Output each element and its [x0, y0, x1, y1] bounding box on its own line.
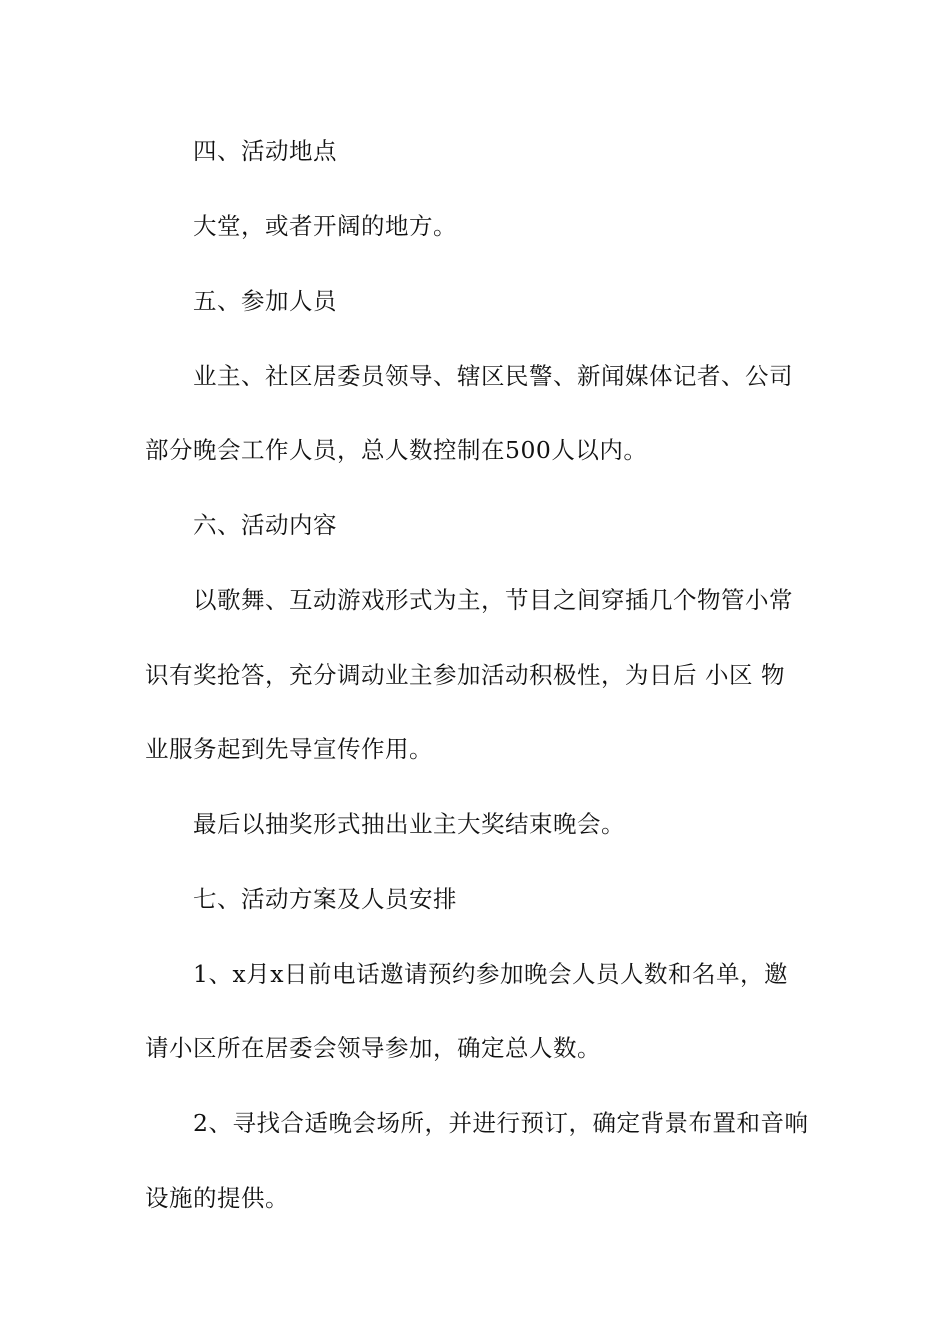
section-heading-arrangement: 七、活动方案及人员安排 — [193, 885, 457, 913]
paragraph-line: 业主、社区居委员领导、辖区民警、新闻媒体记者、公司 — [193, 362, 793, 390]
list-item-line: 2、寻找合适晚会场所，并进行预订，确定背景布置和音响 — [193, 1109, 809, 1137]
paragraph-line: 业服务起到先导宣传作用。 — [145, 735, 433, 763]
list-item-line: 设施的提供。 — [145, 1184, 289, 1212]
section-heading-location: 四、活动地点 — [193, 137, 337, 165]
paragraph-line: 部分晚会工作人员，总人数控制在500人以内。 — [145, 436, 648, 464]
paragraph-line: 识有奖抢答，充分调动业主参加活动积极性，为日后 小区 物 — [145, 661, 785, 689]
list-item-line: 请小区所在居委会领导参加，确定总人数。 — [145, 1034, 601, 1062]
paragraph-line: 最后以抽奖形式抽出业主大奖结束晚会。 — [193, 810, 625, 838]
section-heading-content: 六、活动内容 — [193, 511, 337, 539]
paragraph-location: 大堂，或者开阔的地方。 — [193, 212, 457, 240]
section-heading-participants: 五、参加人员 — [193, 287, 337, 315]
paragraph-line: 以歌舞、互动游戏形式为主，节目之间穿插几个物管小常 — [193, 586, 793, 614]
list-item-line: 1、x月x日前电话邀请预约参加晚会人员人数和名单，邀 — [193, 960, 788, 988]
